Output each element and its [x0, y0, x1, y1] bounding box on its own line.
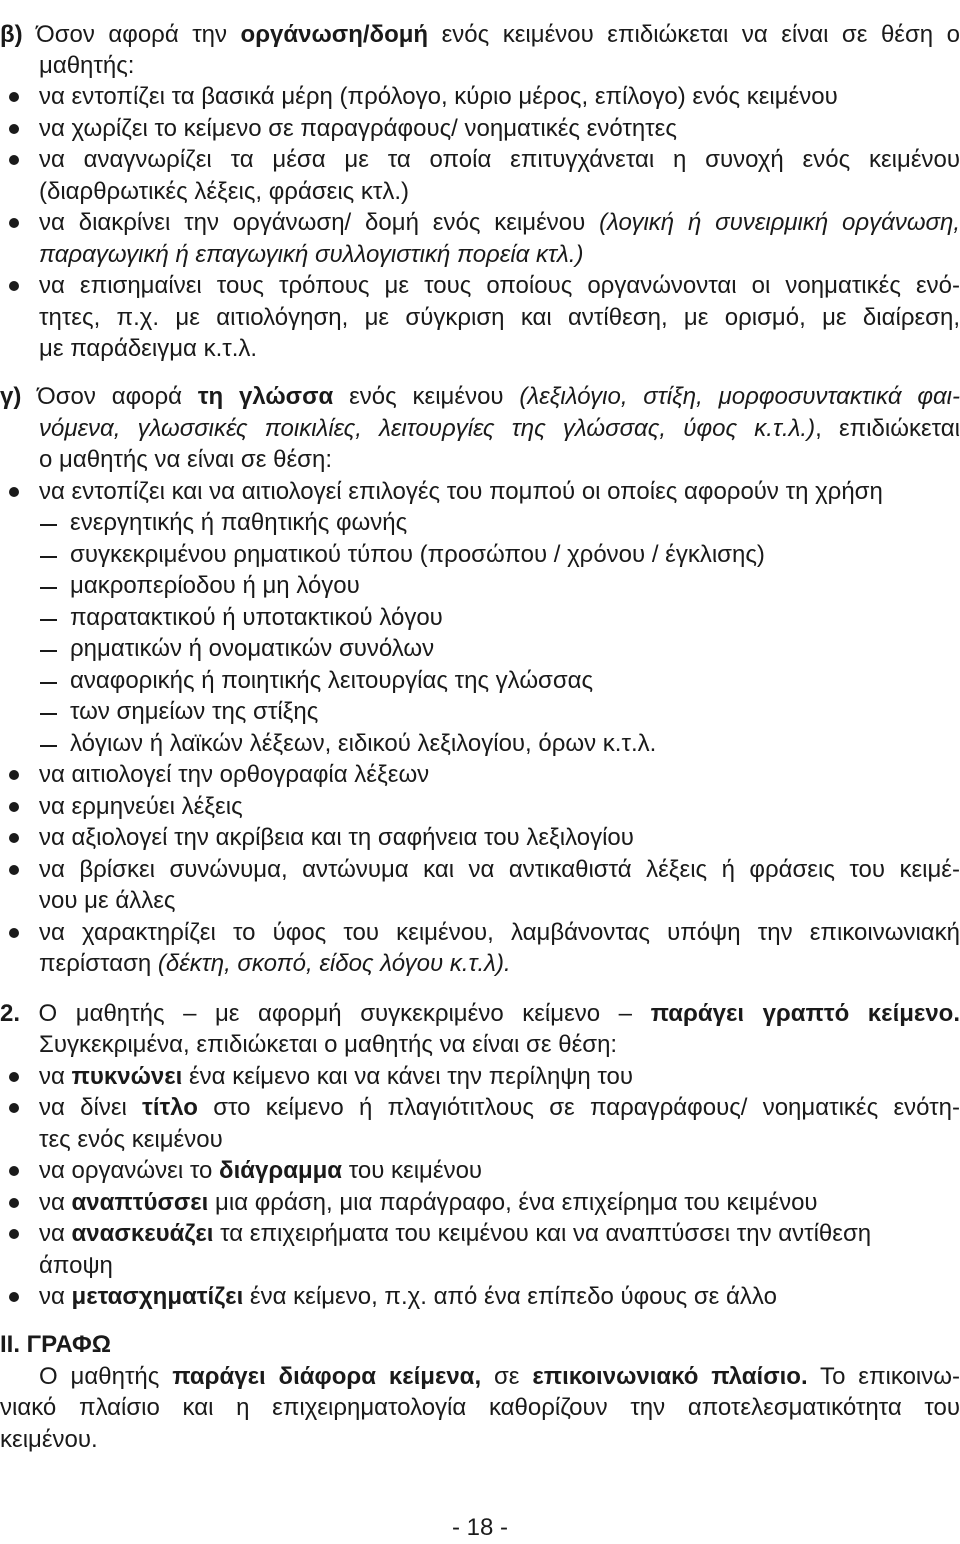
- text-line: [0, 81, 960, 113]
- text-line: [0, 1329, 960, 1361]
- text-run: επικοινωνιακό πλαίσιο.: [532, 1363, 808, 1390]
- text-line: [0, 444, 960, 476]
- text-run: , επιδιώκεται: [815, 415, 960, 442]
- text-run: μετασχηματίζει: [71, 1283, 244, 1310]
- text-run: λόγιων ή λαϊκών λέξεων, ειδικού λεξιλογίου, όρων κ.τ.λ.: [70, 730, 657, 757]
- bullet-icon: [9, 928, 19, 938]
- bullet-icon: [9, 218, 19, 228]
- text-line: [0, 665, 960, 697]
- dash-icon: [40, 619, 57, 621]
- text-line: [0, 1361, 960, 1393]
- text-line: [0, 507, 960, 539]
- text-run: νιακό πλαίσιο και η επιχειρηματολογία καθορίζουν την αποτελεσματικότητα του: [0, 1394, 960, 1421]
- dash-icon: [40, 745, 57, 747]
- text-line: [0, 1187, 960, 1219]
- text-run: τες ενός κειμένου: [39, 1126, 223, 1153]
- text-run: παράγει διάφορα κείμενα,: [172, 1363, 482, 1390]
- text-run: των σημείων της στίξης: [70, 698, 319, 725]
- bullet-icon: [9, 770, 19, 780]
- text-run: παρατακτικού ή υποτακτικού λόγου: [70, 604, 443, 631]
- text-line: [0, 333, 960, 365]
- text-run: Το επικοινω-: [807, 1363, 960, 1390]
- dash-icon: [40, 650, 57, 652]
- bullet-icon: [9, 1198, 19, 1208]
- text-run: να: [39, 1189, 72, 1216]
- text-run: ο μαθητής να είναι σε θέση:: [39, 446, 332, 473]
- text-line: [0, 239, 960, 271]
- text-run: περίσταση: [39, 950, 158, 977]
- text-line: [0, 19, 960, 51]
- text-line: [0, 602, 960, 634]
- text-line: [0, 570, 960, 602]
- text-run: μακροπερίοδου ή μη λόγου: [70, 572, 360, 599]
- text-run: να βρίσκει συνώνυμα, αντώνυμα και να αντικαθιστά λέξεις ή φράσεις του κειμέ-: [39, 856, 960, 883]
- bullet-icon: [9, 833, 19, 843]
- text-run: συγκεκριμένου ρηματικού τύπου (προσώπου / χρόνου / έγκλισης): [70, 541, 765, 568]
- text-run: μαθητής:: [39, 52, 135, 79]
- text-line: [0, 539, 960, 571]
- page-number: - 18 -: [451, 1514, 508, 1541]
- text-run: Ο μαθητής: [39, 1363, 173, 1390]
- text-line: [0, 413, 960, 445]
- text-line: [0, 728, 960, 760]
- text-run: να χαρακτηρίζει το ύφος του κειμένου, λαμβάνοντας υπόψη την επικοινωνιακή: [39, 919, 960, 946]
- text-run: ενός κειμένου επιδιώκεται να είναι σε θέση ο: [428, 21, 960, 48]
- dash-icon: [40, 524, 57, 526]
- text-run: Όσον αφορά την: [22, 21, 241, 48]
- bullet-icon: [9, 281, 19, 291]
- bullet-icon: [9, 487, 19, 497]
- text-line: [0, 113, 960, 145]
- text-line: [0, 759, 960, 791]
- bullet-icon: [9, 1229, 19, 1239]
- text-run: διάγραμμα: [219, 1157, 343, 1184]
- text-line: [0, 476, 960, 508]
- text-run: παραγωγική ή επαγωγική συλλογιστική πορεία κτλ.): [39, 241, 584, 268]
- text-run: σε: [481, 1363, 533, 1390]
- text-run: να εντοπίζει τα βασικά μέρη (πρόλογο, κύριο μέρος, επίλογο) ενός κειμένου: [39, 83, 838, 110]
- text-run: νου με άλλες: [39, 887, 176, 914]
- text-run: να: [39, 1063, 72, 1090]
- text-run: Συγκεκριμένα, επιδιώκεται ο μαθητής να είναι σε θέση:: [39, 1031, 618, 1058]
- text-line: [0, 822, 960, 854]
- text-line: [0, 633, 960, 665]
- text-line: [0, 1424, 960, 1456]
- text-run: (δέκτη, σκοπό, είδος λόγου κ.τ.λ).: [157, 950, 511, 977]
- text-run: παράγει γραπτό κείμενο.: [650, 1000, 960, 1027]
- text-line: [0, 207, 960, 239]
- text-line: [0, 302, 960, 334]
- text-line: [0, 1155, 960, 1187]
- text-run: να δίνει: [39, 1094, 143, 1121]
- dash-icon: [40, 556, 57, 558]
- text-run: μια φράση, μια παράγραφο, ένα επιχείρημα του κειμένου: [208, 1189, 818, 1216]
- text-run: ένα κείμενο και να κάνει την περίληψη του: [182, 1063, 634, 1090]
- text-line: [0, 696, 960, 728]
- text-line: [0, 176, 960, 208]
- text-run: να εντοπίζει και να αιτιολογεί επιλογές του πομπού οι οποίες αφορούν τη χρήση: [39, 478, 883, 505]
- text-run: να ερμηνεύει λέξεις: [39, 793, 243, 820]
- bullet-icon: [9, 92, 19, 102]
- text-run: ενεργητικής ή παθητικής φωνής: [70, 509, 408, 536]
- text-line: [0, 854, 960, 886]
- text-run: να αιτιολογεί την ορθογραφία λέξεων: [39, 761, 430, 788]
- text-run: (λεξιλόγιο, στίξη, μορφοσυντακτικά φαι-: [519, 383, 960, 410]
- text-run: να διακρίνει την οργάνωση/ δομή ενός κειμένου: [39, 209, 600, 236]
- text-run: να αξιολογεί την ακρίβεια και τη σαφήνεια του λεξιλογίου: [39, 824, 634, 851]
- text-run: νόμενα, γλωσσικές ποικιλίες, λειτουργίες της γλώσσας, ύφος κ.τ.λ.): [39, 415, 816, 442]
- text-run: γ): [0, 383, 22, 410]
- bullet-icon: [9, 124, 19, 134]
- text-line: [0, 791, 960, 823]
- dash-icon: [40, 587, 57, 589]
- text-line: [0, 1392, 960, 1424]
- text-run: τίτλο: [142, 1094, 198, 1121]
- text-run: αναπτύσσει: [71, 1189, 209, 1216]
- text-line: [0, 144, 960, 176]
- text-run: τα επιχειρήματα του κειμένου και να αναπτύσσει την αντίθεση: [213, 1220, 872, 1247]
- text-run: του κειμένου: [342, 1157, 483, 1184]
- text-run: ανασκευάζει: [71, 1220, 214, 1247]
- text-run: Ο μαθητής – με αφορμή συγκεκριμένο κείμενο –: [20, 1000, 651, 1027]
- text-run: β): [0, 21, 23, 48]
- text-run: με παράδειγμα κ.τ.λ.: [39, 335, 258, 362]
- text-run: να επισημαίνει τους τρόπους με τους οποίους οργανώνονται οι νοηματικές ενό-: [39, 272, 960, 299]
- text-line: [0, 1092, 960, 1124]
- bullet-icon: [9, 1166, 19, 1176]
- text-line: [0, 885, 960, 917]
- text-run: ΙΙ. ΓΡΑΦΩ: [0, 1331, 111, 1358]
- text-run: ρηματικών ή ονοματικών συνόλων: [70, 635, 435, 662]
- text-run: να: [39, 1283, 72, 1310]
- text-run: (λογική ή συνειρμική οργάνωση,: [599, 209, 960, 236]
- text-run: πυκνώνει: [71, 1063, 183, 1090]
- text-line: [0, 948, 960, 980]
- text-run: να αναγνωρίζει τα μέσα με τα οποία επιτυγχάνεται η συνοχή ενός κειμένου: [39, 146, 960, 173]
- text-line: [0, 1281, 960, 1313]
- bullet-icon: [9, 1072, 19, 1082]
- text-line: [0, 1029, 960, 1061]
- text-line: [0, 998, 960, 1030]
- text-run: ένα κείμενο, π.χ. από ένα επίπεδο ύφους σε άλλο: [243, 1283, 777, 1310]
- dash-icon: [40, 713, 57, 715]
- bullet-icon: [9, 1103, 19, 1113]
- text-line: [0, 917, 960, 949]
- bullet-icon: [9, 1292, 19, 1302]
- bullet-icon: [9, 802, 19, 812]
- text-run: να χωρίζει το κείμενο σε παραγράφους/ νοηματικές ενότητες: [39, 115, 677, 142]
- text-run: στο κείμενο ή πλαγιότιτλους σε παραγράφους/ νοηματικές ενότη-: [197, 1094, 960, 1121]
- text-run: Όσον αφορά: [21, 383, 198, 410]
- bullet-icon: [9, 865, 19, 875]
- text-run: να οργανώνει το: [39, 1157, 220, 1184]
- text-line: [0, 381, 960, 413]
- text-run: (διαρθρωτικές λέξεις, φράσεις κτλ.): [39, 178, 410, 205]
- text-line: [0, 1124, 960, 1156]
- text-line: [0, 1218, 960, 1250]
- text-run: ενός κειμένου: [333, 383, 520, 410]
- text-line: [0, 50, 960, 82]
- text-run: 2.: [0, 1000, 21, 1027]
- text-run: να: [39, 1220, 72, 1247]
- text-line: [0, 1061, 960, 1093]
- text-line: [0, 270, 960, 302]
- text-run: αναφορικής ή ποιητικής λειτουργίας της γλώσσας: [70, 667, 594, 694]
- text-run: κειμένου.: [0, 1426, 98, 1453]
- text-run: τη γλώσσα: [197, 383, 334, 410]
- text-run: οργάνωση/δομή: [240, 21, 429, 48]
- text-line: [0, 1250, 960, 1282]
- text-run: τητες, π.χ. με αιτιολόγηση, με σύγκριση και αντίθεση, με ορισμό, με διαίρεση,: [39, 304, 960, 331]
- text-run: άποψη: [39, 1252, 113, 1279]
- bullet-icon: [9, 155, 19, 165]
- dash-icon: [40, 682, 57, 684]
